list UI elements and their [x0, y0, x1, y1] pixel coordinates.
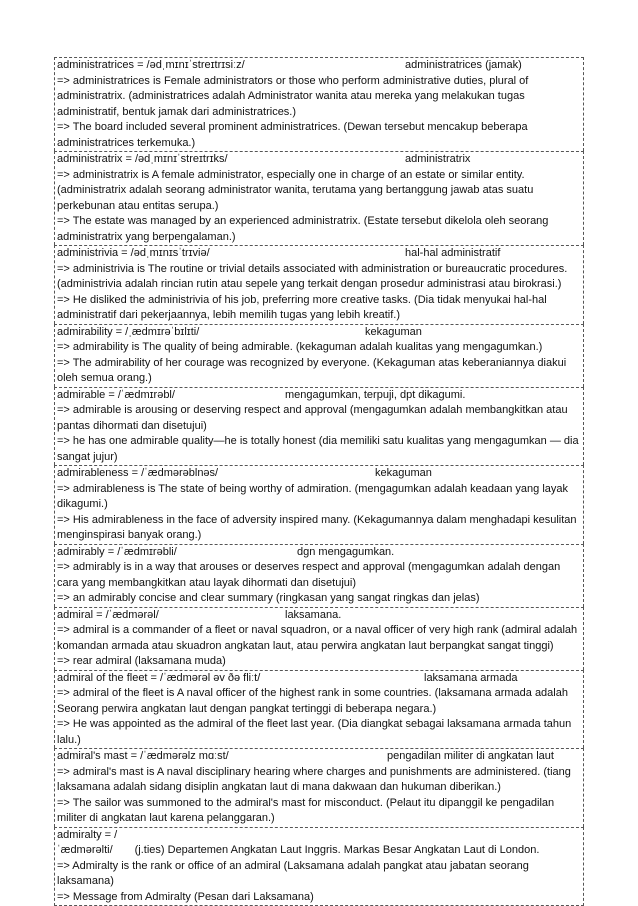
entry-line: => rear admiral (laksamana muda) — [57, 654, 581, 670]
headword: admiral's mast = /ˈædmərəlz mɑːst/ — [57, 750, 229, 762]
entry-header — [57, 325, 581, 341]
headword: admirability = /ˌædmɪrəˈbɪlɪti/ — [57, 326, 199, 338]
translation: pengadilan militer di angkatan laut — [387, 749, 554, 765]
entry-line: => an admirably concise and clear summary (ringkasan yang sangat ringkas dan jelas) — [57, 591, 581, 607]
headword: admirable = /ˈædmɪrəbl/ — [57, 389, 175, 401]
entry-header — [57, 388, 581, 404]
translation: (j.ties) Departemen Angkatan Laut Inggris. Markas Besar Angkatan Laut di London. — [113, 844, 540, 856]
dictionary-entry — [54, 827, 584, 906]
entry-line: => admirableness is The state of being worthy of admiration. (mengagumkan adalah keadaan yang layak dikagumi.) — [57, 482, 581, 513]
dictionary-entry — [54, 57, 584, 151]
entry-header — [57, 828, 581, 859]
entry-line: => The admirability of her courage was recognized by everyone. (Kekaguman atas keberaniannya diakui oleh semua orang.) — [57, 356, 581, 387]
entry-header — [57, 246, 581, 262]
entry-line: => The board included several prominent administratrices. (Dewan tersebut mencakup beberapa administratrices terkemuka.) — [57, 120, 581, 151]
entry-header — [57, 545, 581, 561]
entry-line: => He disliked the administrivia of his job, preferring more creative tasks. (Dia tidak menyukai hal-hal administratif dari pekerjaannya, lebih memilih tugas yang lebih kreatif.) — [57, 293, 581, 324]
entry-line: => admiral of the fleet is A naval officer of the highest rank in some countries. (laksamana armada adalah Seorang perwira angkatan laut dengan pangkat tertinggi di beberapa negara.) — [57, 686, 581, 717]
entry-line: => The sailor was summoned to the admiral's mast for misconduct. (Pelaut itu dipanggil ke pengadilan militer di angkatan laut karena pelanggaran.) — [57, 796, 581, 827]
translation: mengagumkan, terpuji, dpt dikagumi. — [285, 388, 465, 404]
translation: administratrices (jamak) — [405, 58, 522, 74]
entry-line: => The estate was managed by an experienced administratrix. (Estate tersebut dikelola oleh seorang administratrix yang berpengalaman.) — [57, 214, 581, 245]
headword: administratrix = /ədˌmɪnɪˈstreɪtrɪks/ — [57, 153, 228, 165]
entry-line: => administrivia is The routine or trivial details associated with administration or bureaucratic procedures. (administrivia adalah rincian rutin atau sepele yang terkait dengan prosedur administrasi atau birokrasi.) — [57, 262, 581, 293]
dictionary-entry — [54, 324, 584, 387]
entry-header — [57, 152, 581, 168]
dictionary-entry — [54, 387, 584, 466]
headword: admiral of the fleet = /ˈædmərəl əv ðə fliːt/ — [57, 672, 260, 684]
headword: administratrices = /ədˌmɪnɪˈstreɪtrɪsiːz/ — [57, 59, 245, 71]
entry-header — [57, 608, 581, 624]
entry-header — [57, 58, 581, 74]
entry-line: => admirability is The quality of being admirable. (kekaguman adalah kualitas yang mengagumkan.) — [57, 340, 581, 356]
headword: admirably = /ˈædmɪrəbli/ — [57, 546, 177, 558]
dictionary-entry — [54, 544, 584, 607]
translation: hal-hal administratif — [405, 246, 500, 262]
entry-line: => Admiralty is the rank or office of an admiral (Laksamana adalah pangkat atau jabatan seorang laksamana) — [57, 859, 581, 890]
headword: admiral = /ˈædmərəl/ — [57, 609, 159, 621]
translation: dgn mengagumkan. — [297, 545, 394, 561]
dictionary-entry — [54, 670, 584, 749]
entry-line: => He was appointed as the admiral of the fleet last year. (Dia diangkat sebagai laksamana armada tahun lalu.) — [57, 717, 581, 748]
entry-line: => His admirableness in the face of adversity inspired many. (Kekagumannya dalam menghadapi kesulitan menginspirasi banyak orang.) — [57, 513, 581, 544]
entry-header — [57, 671, 581, 687]
translation: laksamana armada — [424, 671, 518, 687]
translation: kekaguman — [375, 466, 432, 482]
headword: admiralty = /ˈædmərəlti/ — [57, 829, 117, 857]
entry-header — [57, 466, 581, 482]
entry-line: => admiral's mast is A naval disciplinary hearing where charges and punishments are administered. (tiang laksamana adalah sidang disiplin angkatan laut di mana dakwaan dan hukuman diberikan.) — [57, 765, 581, 796]
entry-line: => administratrix is A female administrator, especially one in charge of an estate or similar entity. (administratrix adalah seorang administrator wanita, terutama yang bertanggung jawab atas suatu perkebunan atau entitas serupa.) — [57, 168, 581, 215]
entry-line: => admiral is a commander of a fleet or naval squadron, or a naval officer of very high rank (admiral adalah komandan armada atau skuadron angkatan laut, atau perwira angkatan laut berpangkat sangat tinggi) — [57, 623, 581, 654]
dictionary-entry — [54, 607, 584, 670]
dictionary-entry — [54, 465, 584, 544]
dictionary-entry — [54, 151, 584, 245]
entry-header — [57, 749, 581, 765]
translation: administratrix — [405, 152, 470, 168]
translation: laksamana. — [285, 608, 341, 624]
headword: administrivia = /ədˌmɪnɪsˈtrɪviə/ — [57, 247, 210, 259]
entry-line: => admirable is arousing or deserving respect and approval (mengagumkan adalah membangkitkan atau pantas dihormati dan disetujui) — [57, 403, 581, 434]
dictionary-page — [54, 57, 584, 906]
entry-line: => he has one admirable quality—he is totally honest (dia memiliki satu kualitas yang mengagumkan — dia sangat jujur) — [57, 434, 581, 465]
dictionary-entry — [54, 245, 584, 324]
headword: admirableness = /ˈædmərəblnəs/ — [57, 467, 218, 479]
entry-line: => admirably is in a way that arouses or deserves respect and approval (mengagumkan adalah dengan cara yang membangkitkan atau layak dihormati dan disetujui) — [57, 560, 581, 591]
entry-line: => administratrices is Female administrators or those who perform administrative duties, plural of administratrix. (administratrices adalah Administrator wanita atau mereka yang melakukan tugas administratif, bentuk jamak dari administratrices.) — [57, 74, 581, 121]
entry-line: => Message from Admiralty (Pesan dari Laksamana) — [57, 890, 581, 906]
translation: kekaguman — [365, 325, 422, 341]
dictionary-entry — [54, 748, 584, 827]
